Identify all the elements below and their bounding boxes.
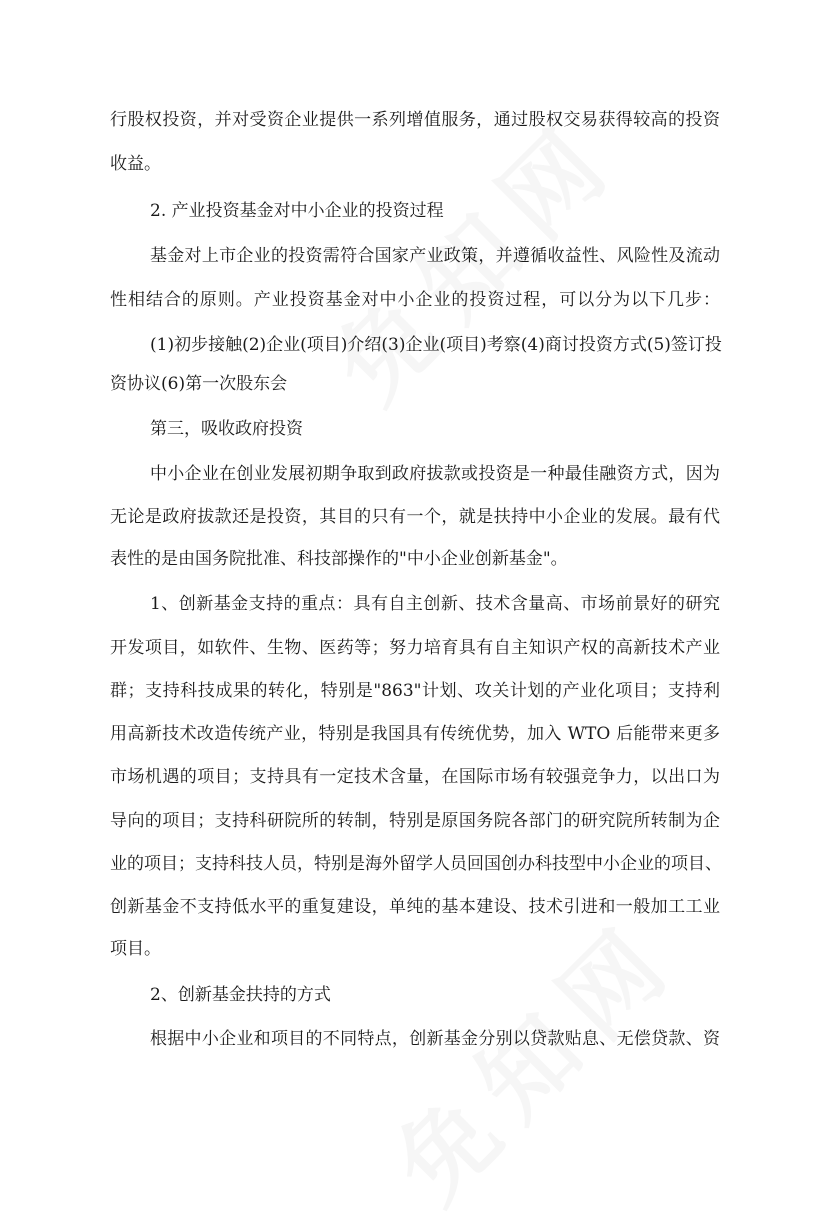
text-line: 用高新技术改造传统产业，特别是我国具有传统优势，加入 WTO 后能带来更多 — [110, 724, 720, 744]
text-line: 根据中小企业和项目的不同特点，创新基金分别以贷款贴息、无偿贷款、资 — [150, 1029, 720, 1049]
section-heading: 2、创新基金扶持的方式 — [150, 985, 331, 1005]
text-line: 群；支持科技成果的转化，特别是"863"计划、攻关计划的产业化项目；支持利 — [110, 681, 720, 701]
text-line: 无论是政府拔款还是投资，其目的只有一个，就是扶持中小企业的发展。最有代 — [110, 507, 720, 527]
section-heading: 2. 产业投资基金对中小企业的投资过程 — [150, 201, 444, 221]
text-line: (1)初步接触(2)企业(项目)介绍(3)企业(项目)考察(4)商讨投资方式(5)签订投 — [150, 335, 722, 355]
text-line: 业的项目；支持科技人员，特别是海外留学人员回国创办科技型中小企业的项目、 — [110, 854, 722, 874]
text-line: 表性的是由国务院批准、科技部操作的"中小企业创新基金"。 — [110, 549, 568, 569]
text-line: 1、创新基金支持的重点：具有自主创新、技术含量高、市场前景好的研究 — [150, 594, 720, 614]
text-line: 市场机遇的项目；支持具有一定技术含量，在国际市场有较强竞争力，以出口为 — [110, 767, 720, 787]
text-line: 收益。 — [110, 154, 161, 174]
section-heading: 第三，吸收政府投资 — [150, 419, 303, 439]
text-line: 中小企业在创业发展初期争取到政府拔款或投资是一种最佳融资方式，因为 — [150, 464, 720, 484]
text-line: 行股权投资，并对受资企业提供一系列增值服务，通过股权交易获得较高的投资 — [110, 110, 720, 130]
text-line: 基金对上市企业的投资需符合国家产业政策，并遵循收益性、风险性及流动 — [150, 246, 720, 266]
text-line: 资协议(6)第一次股东会 — [110, 374, 288, 394]
text-line: 开发项目，如软件、生物、医药等；努力培育具有自主知识产权的高新技术产业 — [110, 638, 720, 658]
text-line: 项目。 — [110, 939, 161, 959]
text-line: 创新基金不支持低水平的重复建设，单纯的基本建设、技术引进和一般加工工业 — [110, 897, 720, 917]
text-line: 性相结合的原则。产业投资基金对中小企业的投资过程，可以分为以下几步： — [110, 290, 720, 310]
text-line: 导向的项目；支持科研院所的转制，特别是原国务院各部门的研究院所转制为企 — [110, 811, 720, 831]
